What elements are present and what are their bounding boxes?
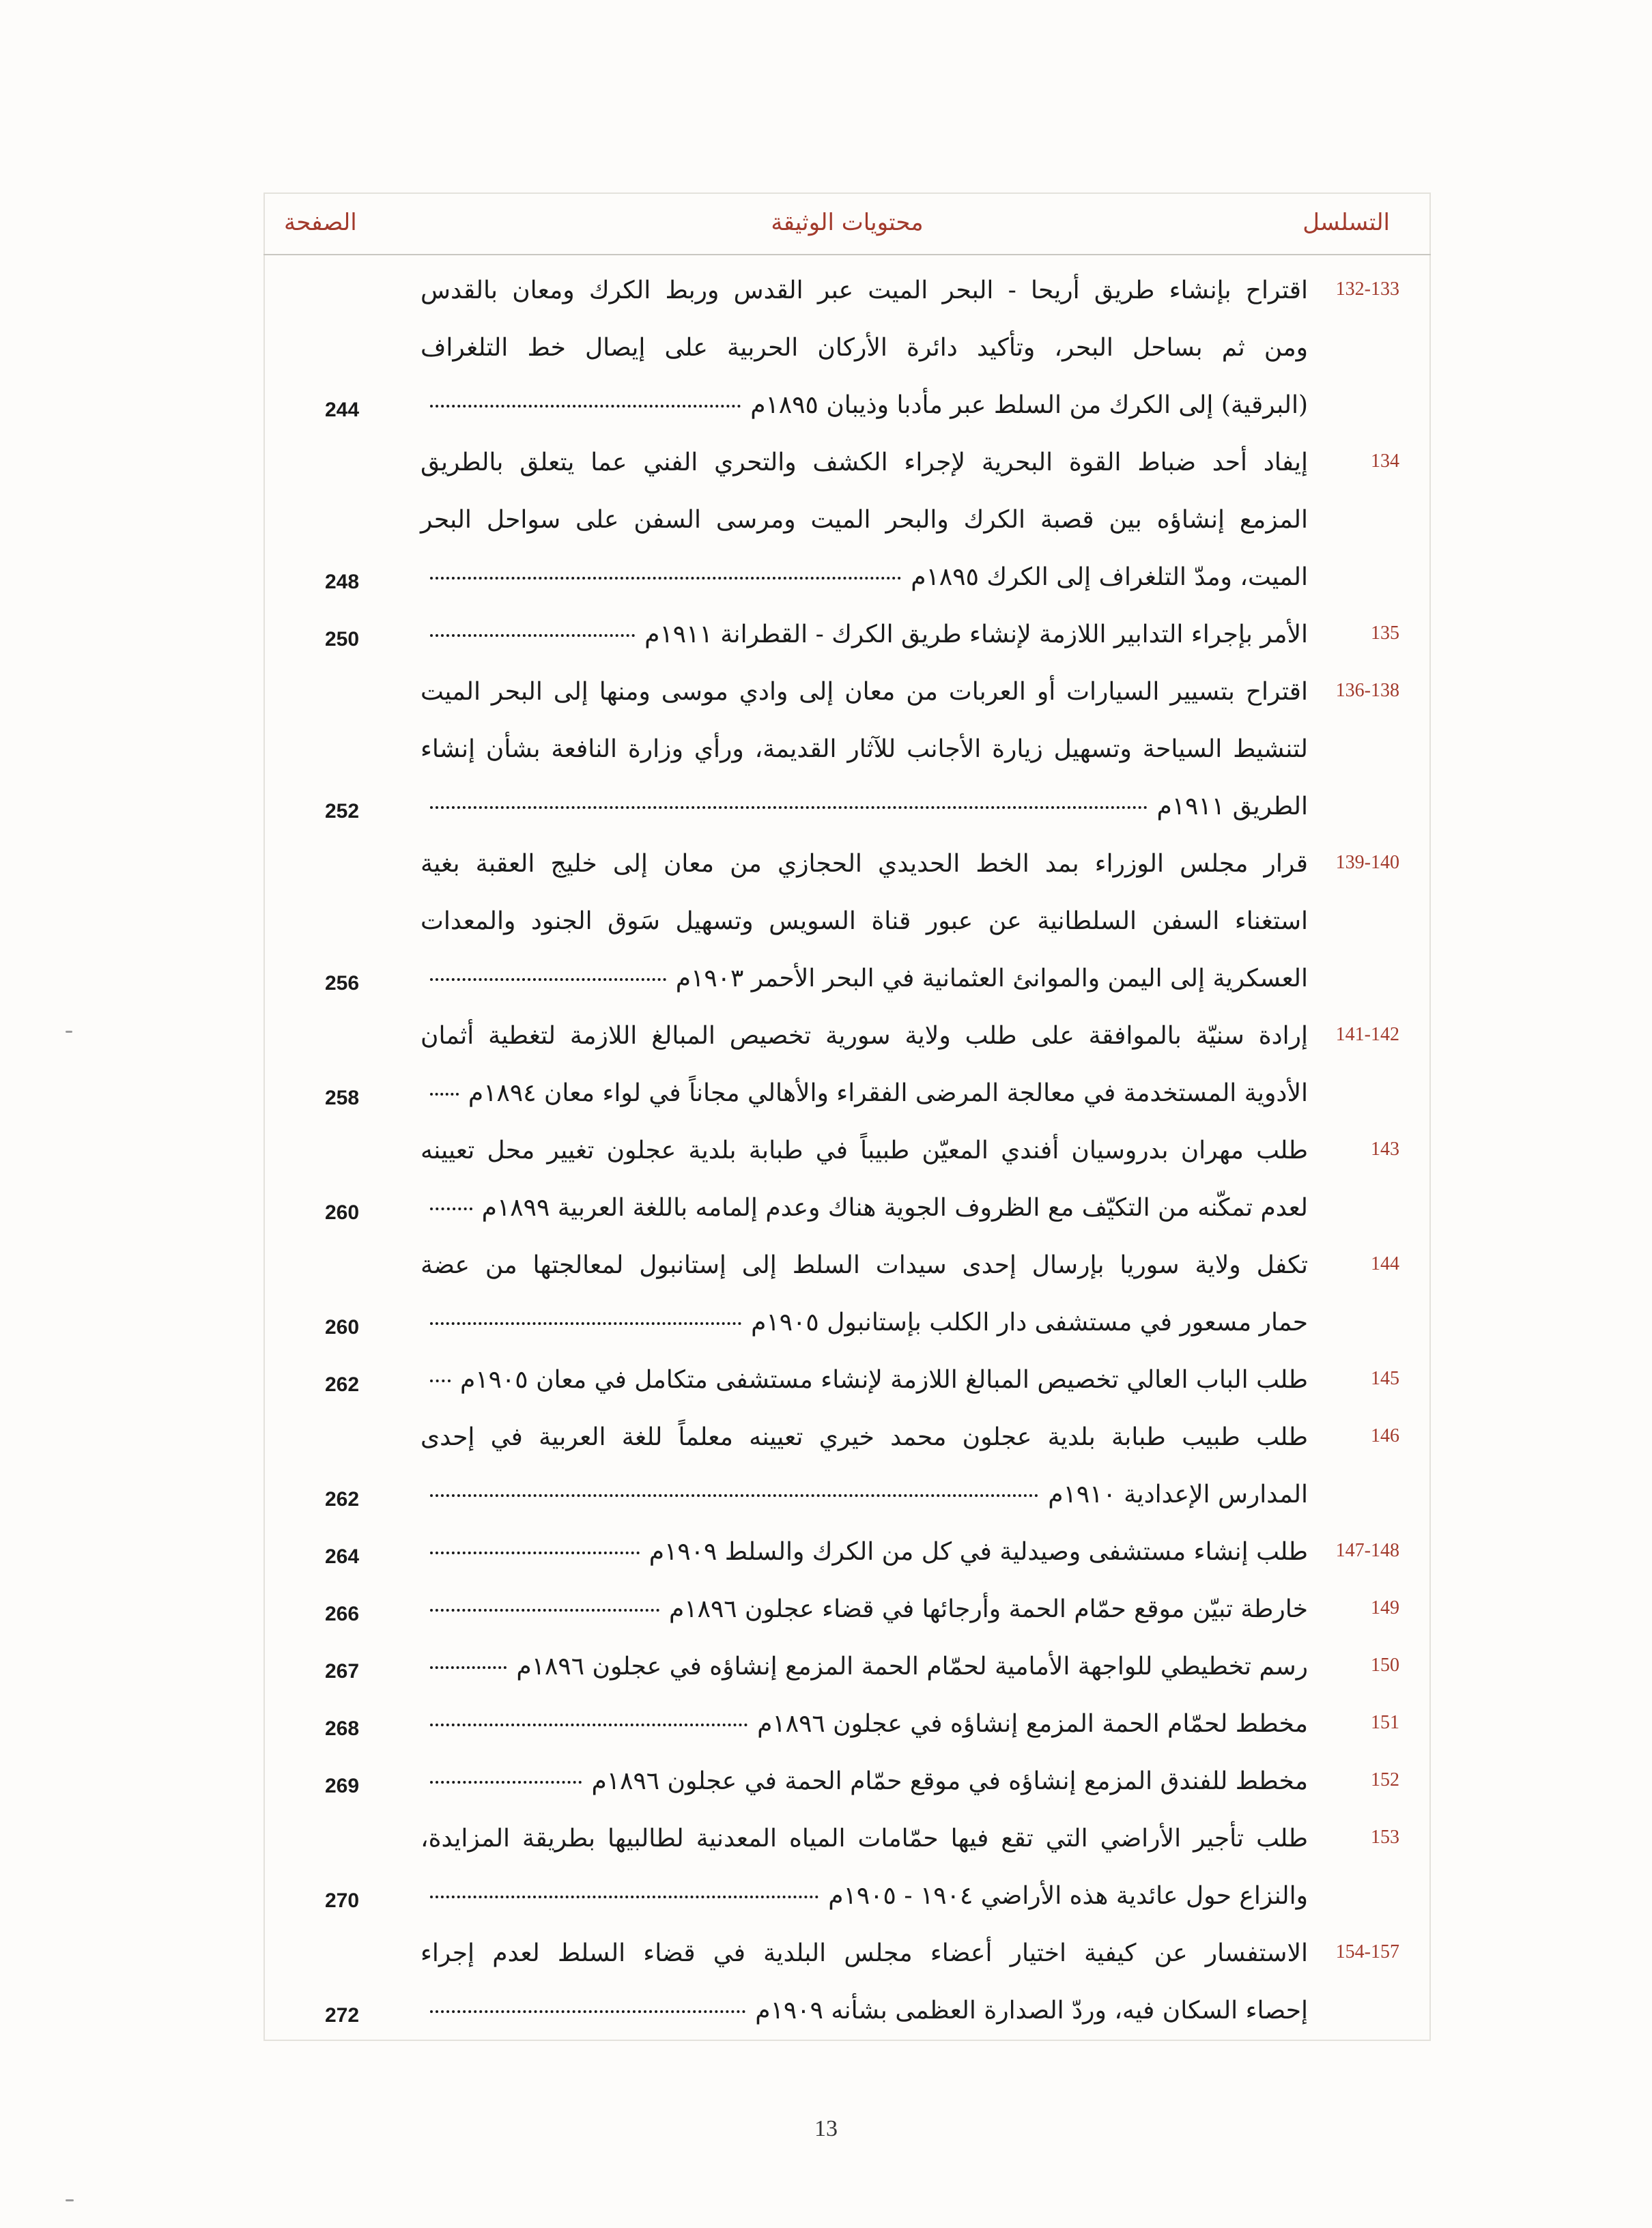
contents-list [321,262,1399,2040]
dot-leader [430,405,741,408]
entry-line-row [321,1008,1399,1065]
entry-line-row [321,950,1399,1008]
contents-entry [321,1352,1399,1409]
entry-page-number: 252 [325,800,360,823]
entry-sequence: 146 [1371,1425,1399,1446]
entry-line-row [321,1696,1399,1753]
entry-line-row [321,319,1399,377]
contents-entry [321,1237,1399,1352]
contents-entry [321,1925,1399,2040]
contents-entry [321,1581,1399,1638]
entry-page-spacer [325,479,421,491]
entry-sequence: 135 [1371,623,1399,644]
dot-leader [430,1322,741,1325]
entry-sequence: 132-133 [1335,278,1399,300]
entry-sequence-spacer [1308,377,1399,393]
entry-text: قرار مجلس الوزراء بمد الخط الحديدي الحجازي من معان إلى خليج العقبة بغية [421,850,1308,878]
entry-line-row [321,1810,1399,1868]
entry-text: الطريق ١٩١١م [1156,792,1308,820]
entry-last-line-holder [421,1294,1308,1352]
entry-last-line [421,606,1308,663]
contents-entry [321,606,1399,663]
entry-sequence: 151 [1371,1712,1399,1733]
entry-page-number: 250 [325,628,360,651]
entry-line-row [321,836,1399,893]
entry-sequence: 154-157 [1335,1941,1399,1962]
entry-last-line-holder [421,1466,1308,1524]
page-number: 13 [814,2116,838,2141]
entry-last-line-holder [421,1581,1308,1638]
entry-text: والنزاع حول عائدية هذه الأراضي ١٩٠٤ - ١٩٠٥م [828,1882,1308,1910]
entry-last-line [421,1753,1308,1810]
entry-page-spacer [325,709,421,721]
entry-sequence-spacer [1308,1466,1399,1483]
dot-leader [430,806,1148,809]
dot-leader [430,577,901,580]
dot-leader [430,1781,582,1784]
entry-page-number: 270 [325,1889,360,1912]
entry-line-row [321,1352,1399,1409]
scan-speck [66,2199,74,2201]
entry-line-row [321,1925,1399,1982]
dot-leader [430,634,635,637]
contents-entry [321,262,1399,434]
entry-text: المزمع إنشاؤه بين قصبة الكرك والبحر الميت ومرسى السفن على سواحل البحر [421,506,1308,534]
entry-line-row [321,1065,1399,1122]
entry-text: طلب الباب العالي تخصيص المبالغ اللازمة لإنشاء مستشفى متكامل في معان ١٩٠٥م [460,1366,1308,1394]
entry-line-row [321,778,1399,836]
contents-entry [321,1524,1399,1581]
contents-entry [321,1696,1399,1753]
entry-sequence: 134 [1371,451,1399,472]
entry-text: إيفاد أحد ضباط القوة البحرية لإجراء الكشف والتحري الفني عما يتعلق بالطريق [421,448,1308,476]
entry-text: طلب مهران بدروسيان أفندي المعيّن طبيباً في طبابة بلدية عجلون تغيير محل تعيينه [421,1137,1308,1165]
entry-last-line [421,1065,1308,1122]
entry-text: تكفل ولاية سوريا بإرسال إحدى سيدات السلط إلى إستانبول لمعالجتها من عضة [421,1251,1308,1279]
dot-leader [430,1552,640,1554]
entry-sequence: 153 [1371,1827,1399,1848]
dot-leader [430,1093,459,1096]
contents-entry [321,836,1399,1008]
entry-sequence: 144 [1371,1253,1399,1274]
entry-line-row [321,1638,1399,1696]
entry-sequence-spacer [1308,1982,1399,1999]
entry-last-line-holder [421,377,1308,434]
entry-page-number: 260 [325,1316,360,1339]
entry-last-line-holder [421,1524,1308,1581]
entry-line-row [321,491,1399,549]
entry-last-line [421,1581,1308,1638]
entry-text: مخطط للفندق المزمع إنشاؤه في موقع حمّام الحمة في عجلون ١٨٩٦م [591,1767,1308,1795]
entry-sequence-spacer [1308,549,1399,565]
entry-sequence: 149 [1371,1597,1399,1618]
entry-page-number: 260 [325,1201,360,1224]
contents-entry [321,1753,1399,1810]
entry-text: استغناء السفن السلطانية عن عبور قناة السويس وتسهيل سَوق الجنود والمعدات [421,907,1308,935]
entry-page-spacer [325,1970,421,1982]
contents-entry [321,1122,1399,1237]
entry-sequence: 141-142 [1335,1024,1399,1045]
header-content-label: محتويات الوثيقة [771,209,924,236]
entry-text: المدارس الإعدادية ١٩١٠م [1048,1481,1308,1509]
entry-last-line [421,1466,1308,1524]
entry-line-row [321,1524,1399,1581]
entry-last-line [421,1868,1308,1925]
entry-last-line [421,1638,1308,1696]
entry-text: الاستفسار عن كيفية اختيار أعضاء مجلس البلدية في قضاء السلط لعدم إجراء [421,1939,1308,1967]
entry-last-line [421,1294,1308,1352]
entry-text: اقتراح بتسيير السيارات أو العربات من معان إلى وادي موسى ومنها إلى البحر الميت [421,678,1308,706]
entry-line-row [321,1466,1399,1524]
entry-page-number: 248 [325,571,360,593]
header-divider [264,254,1431,255]
entry-page-number: 272 [325,2004,360,2027]
dot-leader [430,1896,818,1898]
entry-text: لتنشيط السياحة وتسهيل زيارة الأجانب للآثار القديمة، ورأي وزارة النافعة بشأن إنشاء [421,735,1308,763]
dot-leader [430,1208,472,1210]
entry-sequence: 152 [1371,1769,1399,1790]
entry-page-number: 268 [325,1717,360,1740]
entry-page-number: 269 [325,1775,360,1797]
entry-page-spacer [325,1855,421,1868]
scan-speck [66,1031,72,1033]
entry-sequence-spacer [1308,721,1399,737]
dot-leader [430,1380,451,1382]
entry-page-number: 262 [325,1488,360,1511]
entry-text: طلب إنشاء مستشفى وصيدلية في كل من الكرك والسلط ١٩٠٩م [649,1538,1308,1566]
entry-line-row [321,893,1399,950]
entry-text: رسم تخطيطي للواجهة الأمامية لحمّام الحمة المزمع إنشاؤه في عجلون ١٨٩٦م [516,1653,1308,1681]
entry-sequence: 136-138 [1335,680,1399,701]
entry-line-row [321,549,1399,606]
dot-leader [430,978,666,981]
entry-page-spacer [325,766,421,778]
entry-last-line-holder [421,1638,1308,1696]
entry-line-row [321,1409,1399,1466]
entry-sequence-spacer [1308,319,1399,336]
entry-text: طلب طبيب طبابة بلدية عجلون محمد خيري تعيينه معلماً للغة العربية في إحدى [421,1423,1308,1451]
entry-line-row [321,1581,1399,1638]
contents-entry [321,434,1399,606]
entry-sequence: 150 [1371,1655,1399,1676]
entry-text: إحصاء السكان فيه، وردّ الصدارة العظمى بشأنه ١٩٠٩م [755,1997,1308,2025]
entry-page-spacer [325,1282,421,1294]
entry-last-line-holder [421,606,1308,663]
entry-page-number: 258 [325,1087,360,1109]
entry-last-line [421,1180,1308,1237]
entry-page-number: 256 [325,972,360,995]
header-page-label: الصفحة [284,209,357,236]
entry-line-row [321,606,1399,663]
entry-page-spacer [325,1167,421,1180]
entry-page-spacer [325,881,421,893]
entry-page-spacer [325,1053,421,1065]
entry-page-spacer [325,1454,421,1466]
entry-line-row [321,1868,1399,1925]
entry-last-line [421,1352,1308,1409]
entry-last-line [421,549,1308,606]
entry-last-line-holder [421,1352,1308,1409]
entry-sequence-spacer [1308,491,1399,508]
entry-last-line [421,377,1308,434]
entry-page-spacer [325,365,421,377]
entry-text: اقتراح بإنشاء طريق أريحا - البحر الميت عبر القدس وربط الكرك ومعان بالقدس [421,276,1308,304]
entry-text: خارطة تبيّن موقع حمّام الحمة وأرجائها في قضاء عجلون ١٨٩٦م [668,1595,1308,1623]
entry-sequence: 145 [1371,1368,1399,1389]
entry-sequence-spacer [1308,1180,1399,1196]
entry-page-number: 266 [325,1603,360,1625]
entry-sequence-spacer [1308,1294,1399,1311]
entry-line-row [321,1982,1399,2040]
entry-sequence-spacer [1308,1065,1399,1081]
entry-sequence-spacer [1308,778,1399,795]
entry-line-row [321,1237,1399,1294]
entry-text: الأدوية المستخدمة في معالجة المرضى الفقراء والأهالي مجاناً في لواء معان ١٨٩٤م [468,1079,1308,1107]
dot-leader [430,1609,659,1612]
contents-entry [321,1638,1399,1696]
entry-sequence-spacer [1308,893,1399,909]
contents-entry [321,1810,1399,1925]
entry-page-spacer [325,938,421,950]
dot-leader [430,2010,745,2013]
entry-line-row [321,1294,1399,1352]
entry-sequence: 143 [1371,1139,1399,1160]
dot-leader [430,1494,1038,1497]
contents-entry [321,1409,1399,1524]
entry-text: طلب تأجير الأراضي التي تقع فيها حمّامات المياه المعدنية لطالبيها بطريقة المزايدة، [421,1825,1308,1853]
entry-line-row [321,721,1399,778]
entry-last-line-holder [421,1696,1308,1753]
entry-page-spacer [325,307,421,319]
contents-entry [321,663,1399,836]
entry-line-row [321,377,1399,434]
entry-last-line [421,1524,1308,1581]
dot-leader [430,1666,507,1669]
header-sequence-label: التسلسل [1302,209,1390,236]
entry-line-row [321,434,1399,491]
entry-sequence-spacer [1308,950,1399,967]
entry-last-line [421,1696,1308,1753]
entry-line-row [321,1753,1399,1810]
entry-page-number: 244 [325,399,360,421]
entry-last-line-holder [421,1982,1308,2040]
entry-text: مخطط لحمّام الحمة المزمع إنشاؤه في عجلون ١٨٩٦م [757,1710,1308,1738]
entry-line-row [321,1122,1399,1180]
entry-text: الميت، ومدّ التلغراف إلى الكرك ١٨٩٥م [911,563,1308,591]
entry-line-row [321,1180,1399,1237]
entry-sequence: 147-148 [1335,1540,1399,1561]
dot-leader [430,1724,747,1726]
entry-last-line-holder [421,549,1308,606]
entry-last-line-holder [421,1753,1308,1810]
entry-page-number: 262 [325,1373,360,1396]
entry-last-line [421,1982,1308,2040]
entry-page-number: 267 [325,1660,360,1683]
entry-text: الأمر بإجراء التدابير اللازمة لإنشاء طريق الكرك - القطرانة ١٩١١م [644,620,1308,648]
entry-sequence-spacer [1308,1868,1399,1884]
entry-page-number: 264 [325,1545,360,1568]
entry-page-spacer [325,537,421,549]
contents-entry [321,1008,1399,1122]
entry-line-row [321,262,1399,319]
entry-line-row [321,663,1399,721]
entry-text: حمار مسعور في مستشفى دار الكلب بإستانبول ١٩٠٥م [751,1309,1308,1337]
entry-last-line-holder [421,778,1308,836]
entry-text: العسكرية إلى اليمن والموانئ العثمانية في البحر الأحمر ١٩٠٣م [675,965,1308,992]
entry-text: (البرقية) إلى الكرك من السلط عبر مأدبا وذيبان ١٨٩٥م [750,391,1308,419]
table-header [264,202,1431,250]
entry-last-line-holder [421,1180,1308,1237]
entry-text: لعدم تمكّنه من التكيّف مع الظروف الجوية هناك وعدم إلمامه باللغة العربية ١٨٩٩م [481,1194,1308,1222]
entry-last-line-holder [421,1868,1308,1925]
entry-sequence: 139-140 [1335,852,1399,873]
entry-text: ومن ثم بساحل البحر، وتأكيد دائرة الأركان الحربية على إيصال خط التلغراف [421,334,1308,362]
entry-last-line-holder [421,950,1308,1008]
entry-text: إرادة سنيّة بالموافقة على طلب ولاية سورية تخصيص المبالغ اللازمة لتغطية أثمان [421,1022,1308,1050]
entry-last-line-holder [421,1065,1308,1122]
entry-last-line [421,778,1308,836]
entry-last-line [421,950,1308,1008]
